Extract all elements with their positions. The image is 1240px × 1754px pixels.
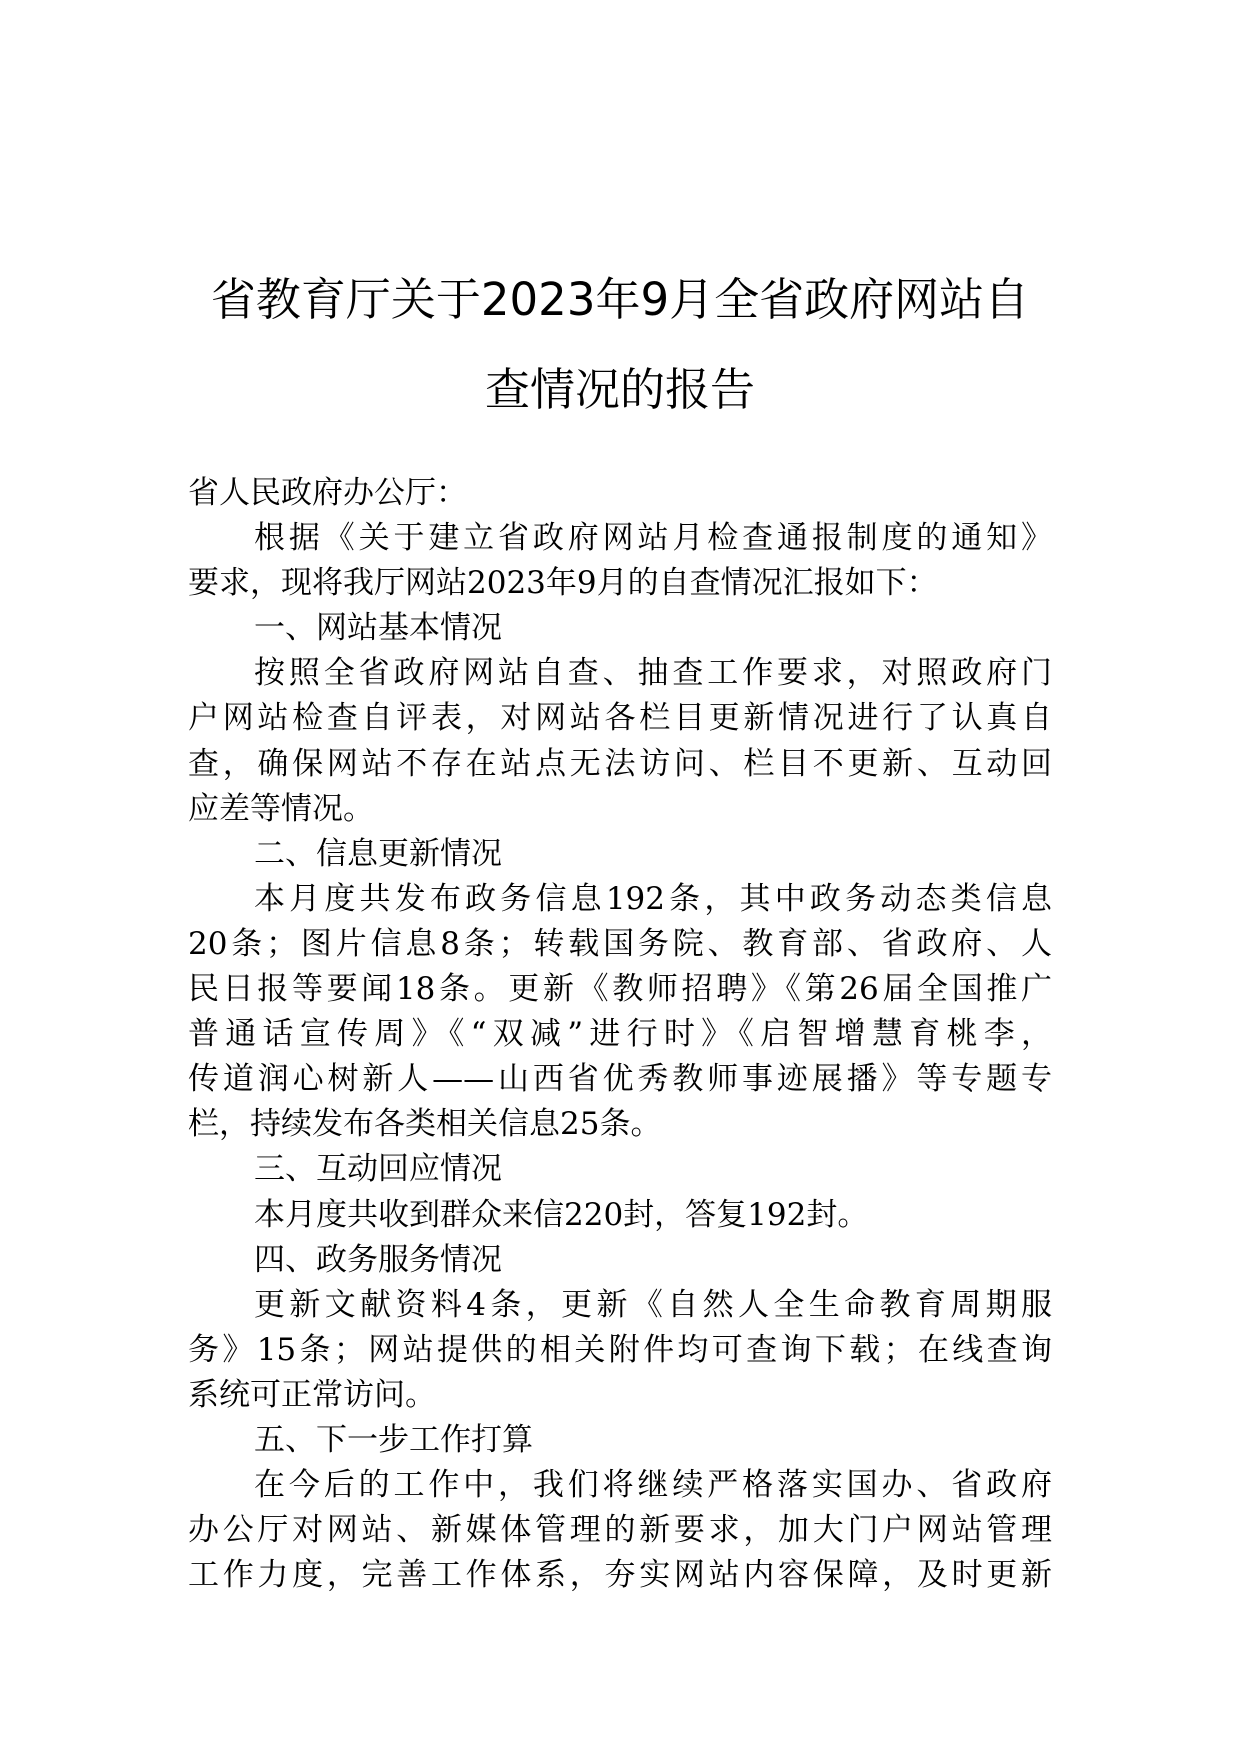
paragraph-line: 更新文献资料4条，更新《自然人全生命教育周期服 — [254, 1286, 1052, 1323]
document-title — [180, 255, 1060, 435]
paragraph-line: 应差等情况。 — [188, 790, 374, 827]
paragraph-line: 20条；图片信息8条；转载国务院、教育部、省政府、人 — [188, 925, 1052, 962]
paragraph-line: 系统可正常访问。 — [188, 1376, 436, 1413]
paragraph-line: 传道润心树新人——山西省优秀教师事迹展播》等专题专 — [188, 1061, 1052, 1098]
paragraph-line: 工作力度，完善工作体系，夯实网站内容保障，及时更新 — [188, 1557, 1052, 1594]
paragraph-line: 在今后的工作中，我们将继续严格落实国办、省政府 — [254, 1467, 1052, 1504]
paragraph-line: 普通话宣传周》《“双减”进行时》《启智增慧育桃李， — [188, 1016, 1052, 1053]
title-line: 查情况的报告 — [484, 363, 755, 416]
section-heading: 五、下一步工作打算 — [254, 1421, 533, 1458]
section-heading: 二、信息更新情况 — [254, 835, 502, 872]
paragraph-line: 查，确保网站不存在站点无法访问、栏目不更新、互动回 — [188, 745, 1052, 782]
paragraph-line: 按照全省政府网站自查、抽查工作要求，对照政府门 — [254, 655, 1052, 692]
paragraph-line: 根据《关于建立省政府网站月检查通报制度的通知》 — [254, 520, 1052, 557]
section-heading: 三、互动回应情况 — [254, 1151, 502, 1188]
section-heading: 四、政务服务情况 — [254, 1241, 502, 1278]
paragraph-line: 要求，现将我厅网站2023年9月的自查情况汇报如下： — [188, 565, 938, 602]
paragraph-line: 户网站检查自评表，对网站各栏目更新情况进行了认真自 — [188, 700, 1052, 737]
paragraph-line: 本月度共发布政务信息192条，其中政务动态类信息 — [254, 880, 1052, 917]
title-line: 省教育厅关于2023年9月全省政府网站自 — [210, 273, 1030, 326]
paragraph-line: 本月度共收到群众来信220封，答复192封。 — [254, 1196, 869, 1233]
section-heading: 一、网站基本情况 — [254, 610, 502, 647]
paragraph-line: 民日报等要闻18条。更新《教师招聘》《第26届全国推广 — [188, 971, 1052, 1008]
document-body — [188, 471, 1052, 1598]
salutation: 省人民政府办公厅： — [188, 475, 467, 511]
paragraph-line: 办公厅对网站、新媒体管理的新要求，加大门户网站管理 — [188, 1512, 1052, 1549]
paragraph-line: 务》15条；网站提供的相关附件均可查询下载；在线查询 — [188, 1331, 1052, 1368]
paragraph-line: 栏，持续发布各类相关信息25条。 — [188, 1106, 662, 1143]
